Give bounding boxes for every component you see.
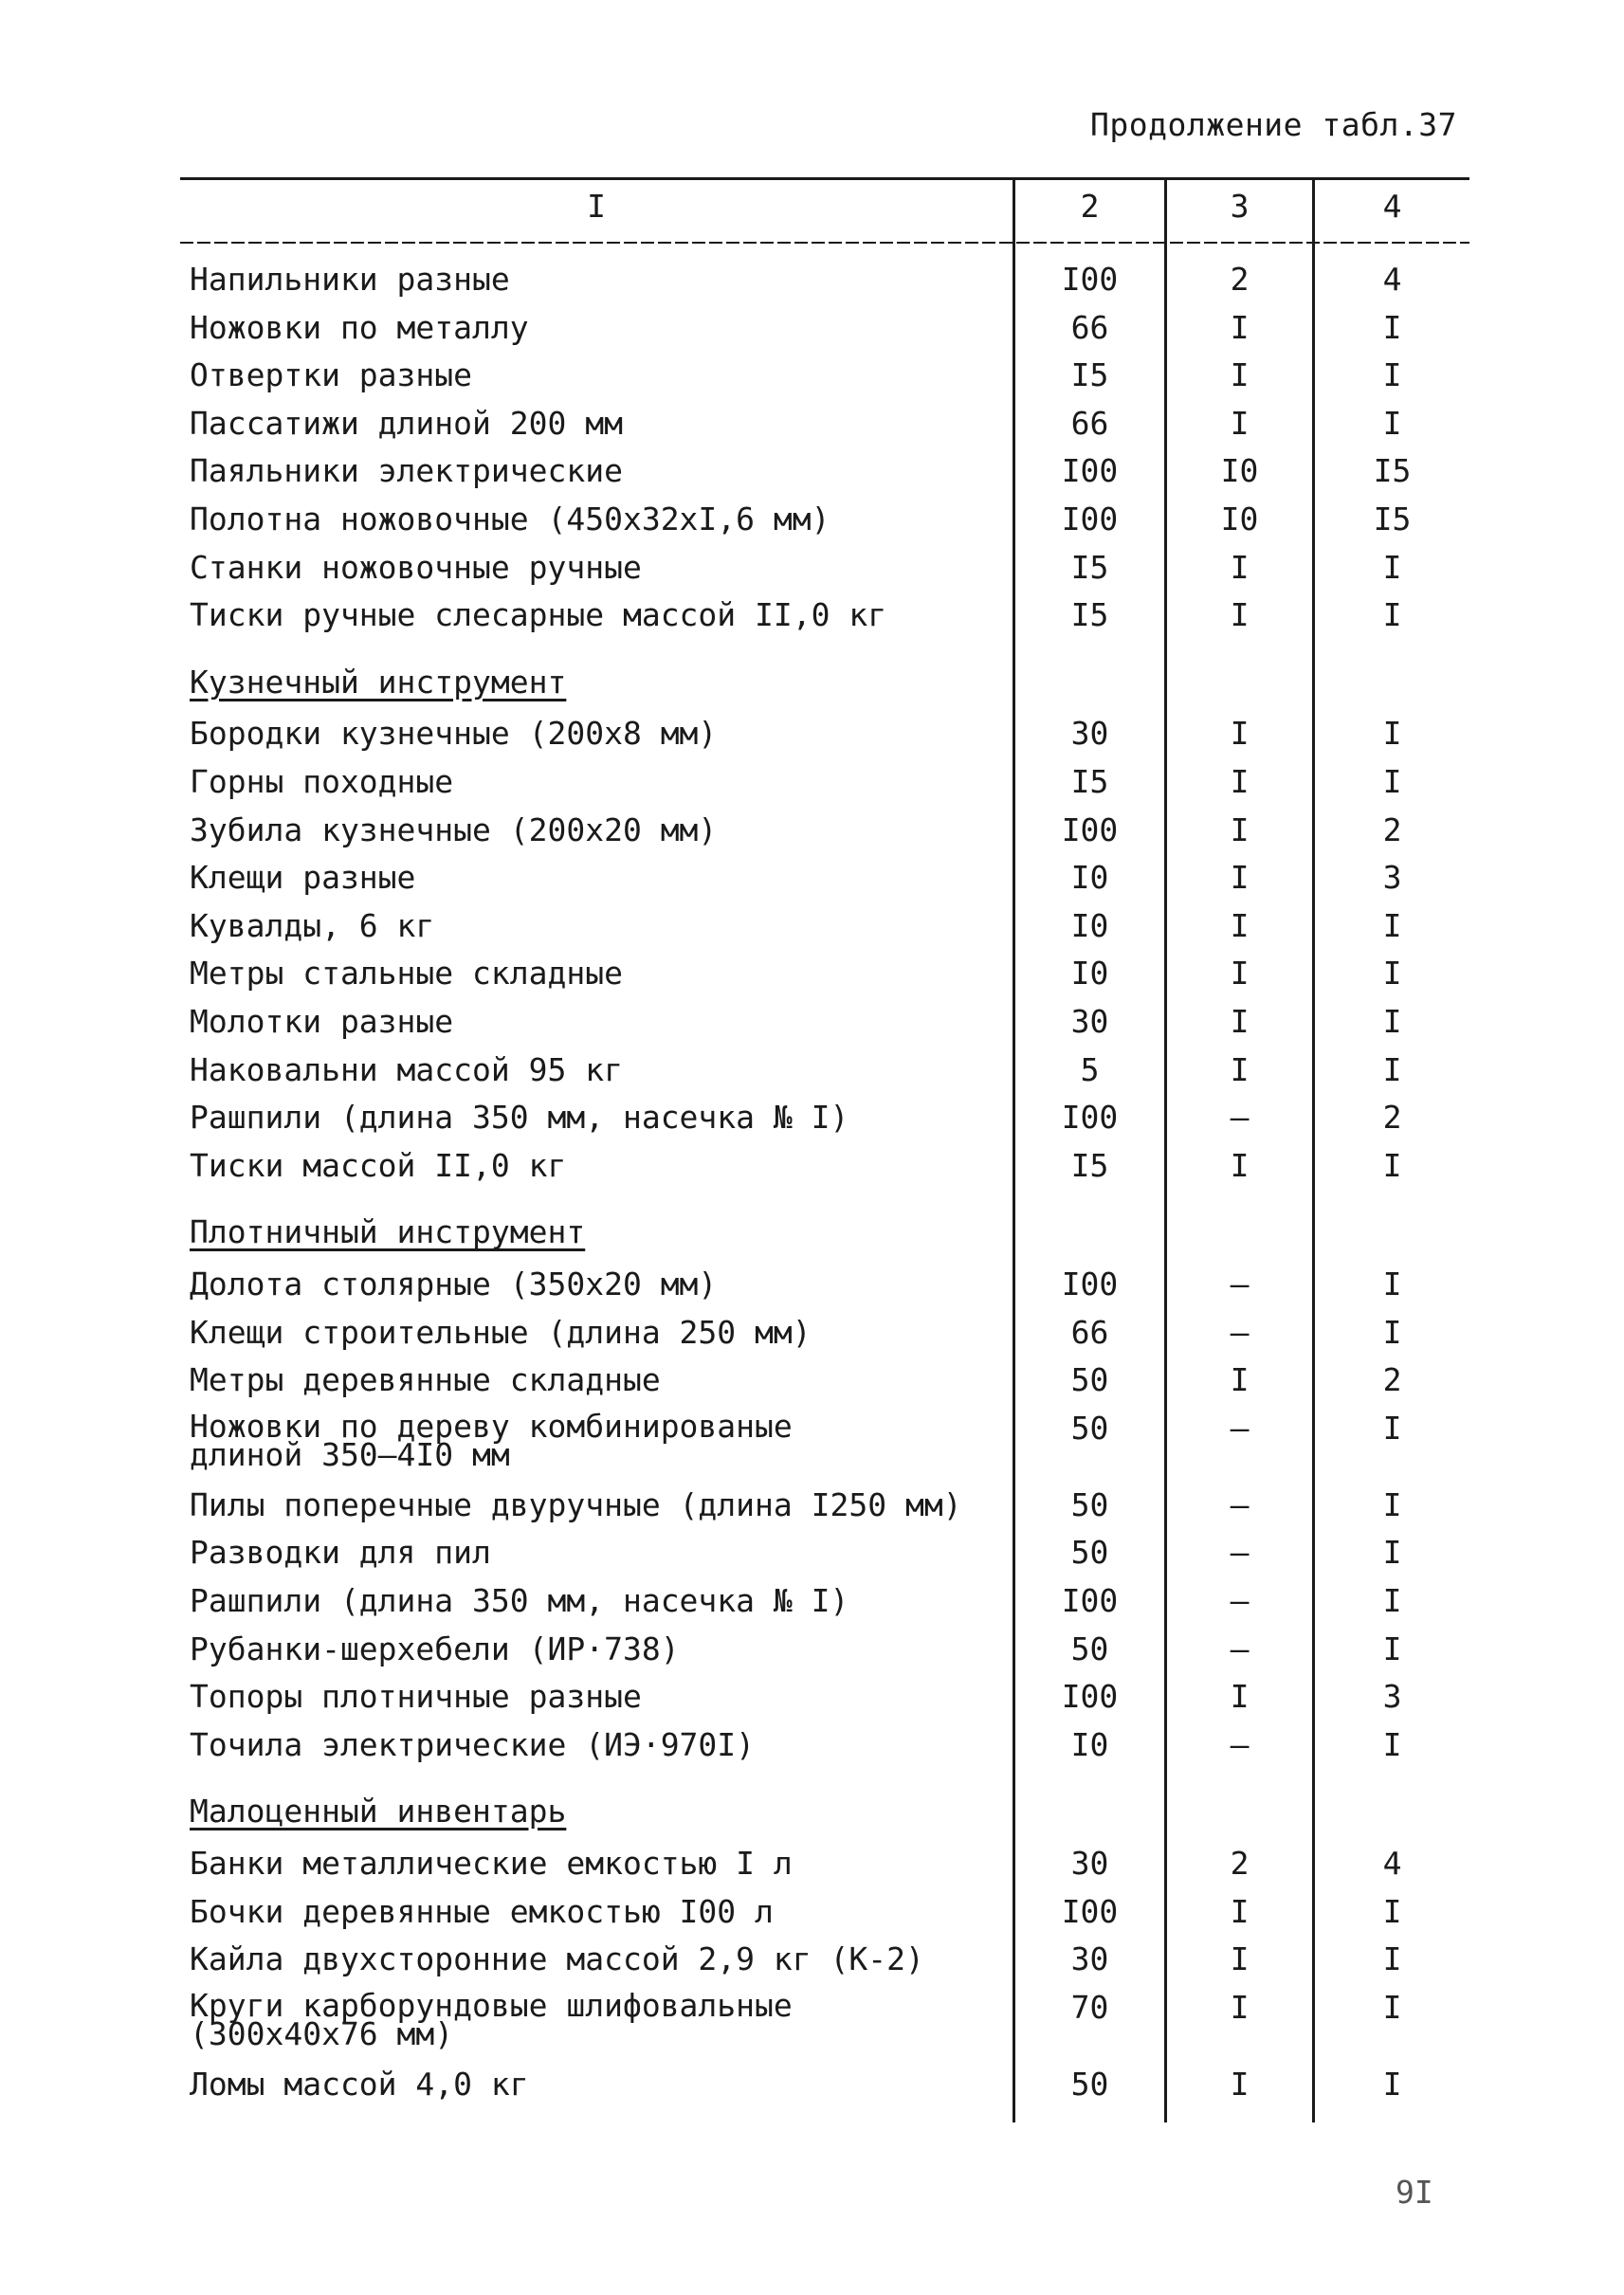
section-title: Кузнечный инструмент	[190, 663, 567, 701]
value-col-3: 2	[1230, 261, 1250, 298]
value-col-4: 3	[1382, 1678, 1402, 1716]
value-col-3: I	[1230, 811, 1250, 848]
value-col-3: I0	[1220, 452, 1259, 490]
value-col-2: I00	[1061, 1099, 1119, 1137]
value-col-4: I	[1382, 763, 1402, 800]
value-col-2: I5	[1070, 596, 1109, 634]
value-col-3: I	[1230, 1146, 1250, 1184]
value-col-3: I	[1230, 1988, 1250, 2026]
value-col-2: 50	[1070, 1409, 1109, 1447]
value-col-2: 66	[1070, 404, 1109, 442]
value-col-2: I5	[1070, 548, 1109, 586]
value-col-3: I	[1230, 1892, 1250, 1930]
value-col-3: I	[1230, 1361, 1250, 1399]
value-col-4: 3	[1382, 859, 1402, 897]
value-col-4: I	[1382, 1485, 1402, 1523]
item-name: Горны походные	[190, 763, 454, 800]
value-col-2: 30	[1070, 1844, 1109, 1882]
value-col-4: I	[1382, 356, 1402, 394]
value-col-2: 30	[1070, 1940, 1109, 1978]
value-col-3: I	[1230, 1003, 1250, 1040]
value-col-4: I	[1382, 1892, 1402, 1930]
value-col-4: I5	[1373, 452, 1412, 490]
value-col-2: 70	[1070, 1988, 1109, 2026]
value-col-3: I	[1230, 906, 1250, 944]
value-col-2: 50	[1070, 1630, 1109, 1667]
item-name: Напильники разные	[190, 261, 510, 298]
value-col-3: –	[1230, 1313, 1250, 1351]
value-col-2: I00	[1061, 811, 1119, 848]
header-col-3: 3	[1230, 188, 1250, 225]
value-col-3: –	[1230, 1581, 1250, 1619]
value-col-2: I00	[1061, 501, 1119, 537]
item-name: Ножовки по металлу	[190, 308, 529, 346]
value-col-4: I	[1382, 1725, 1402, 1763]
value-col-2: I00	[1061, 1678, 1119, 1716]
value-col-4: 2	[1382, 1361, 1402, 1399]
item-name: Клещи разные	[190, 859, 416, 897]
item-name: Ножовки по дереву комбинированые длиной 350–4I0 мм	[190, 1407, 793, 1473]
value-col-2: I00	[1061, 1892, 1119, 1930]
value-col-4: I	[1382, 1409, 1402, 1447]
value-col-3: I	[1230, 763, 1250, 800]
header-col-2: 2	[1080, 188, 1100, 225]
item-name: Бочки деревянные емкостью I00 л	[190, 1892, 774, 1930]
value-col-4: I	[1382, 1003, 1402, 1040]
item-name: Бородки кузнечные (200x8 мм)	[190, 715, 718, 753]
value-col-3: –	[1230, 1725, 1250, 1763]
table-top-rule	[180, 177, 1469, 180]
value-col-2: I00	[1061, 261, 1119, 298]
value-col-2: I5	[1070, 356, 1109, 394]
value-col-2: 30	[1070, 1003, 1109, 1040]
value-col-4: I	[1382, 1940, 1402, 1978]
value-col-4: I5	[1373, 501, 1412, 537]
value-col-3: I0	[1220, 501, 1259, 537]
value-col-4: I	[1382, 1534, 1402, 1572]
value-col-4: I	[1382, 404, 1402, 442]
value-col-4: I	[1382, 715, 1402, 753]
value-col-3: –	[1230, 1485, 1250, 1523]
value-col-3: I	[1230, 548, 1250, 586]
value-col-4: I	[1382, 548, 1402, 586]
item-name: Метры деревянные складные	[190, 1361, 661, 1399]
value-col-2: I5	[1070, 1146, 1109, 1184]
value-col-4: I	[1382, 1988, 1402, 2026]
value-col-2: 50	[1070, 1534, 1109, 1572]
item-name: Наковальни массой 95 кг	[190, 1050, 623, 1088]
page-number: 9I	[1396, 2174, 1433, 2211]
value-col-4: 4	[1382, 1844, 1402, 1882]
value-col-4: 2	[1382, 1099, 1402, 1137]
value-col-2: I0	[1070, 906, 1109, 944]
value-col-3: I	[1230, 1050, 1250, 1088]
value-col-3: I	[1230, 715, 1250, 753]
value-col-2: I5	[1070, 763, 1109, 800]
header-col-4: 4	[1382, 188, 1402, 225]
item-name: Рашпили (длина 350 мм, насечка № I)	[190, 1099, 849, 1137]
item-name: Круги карборундовые шлифовальные (300x40x76 мм)	[190, 1986, 793, 2052]
section-title: Малоценный инвентарь	[190, 1793, 567, 1831]
value-col-2: 66	[1070, 308, 1109, 346]
value-col-3: –	[1230, 1266, 1250, 1302]
value-col-2: 30	[1070, 715, 1109, 753]
item-name: Паяльники электрические	[190, 452, 623, 490]
item-name: Тиски ручные слесарные массой II,0 кг	[190, 596, 887, 634]
value-col-4: I	[1382, 1146, 1402, 1184]
value-col-4: I	[1382, 1581, 1402, 1619]
item-name: Долота столярные (350x20 мм)	[190, 1266, 718, 1302]
item-name: Рубанки-шерхебели (ИР·738)	[190, 1630, 680, 1667]
value-col-4: I	[1382, 906, 1402, 944]
section-title: Плотничный инструмент	[190, 1213, 586, 1251]
item-name: Разводки для пил	[190, 1534, 491, 1572]
value-col-4: I	[1382, 596, 1402, 634]
item-name: Тиски массой II,0 кг	[190, 1146, 567, 1184]
value-col-3: I	[1230, 1678, 1250, 1716]
item-name: Кувалды, 6 кг	[190, 906, 435, 944]
value-col-3: –	[1230, 1534, 1250, 1572]
value-col-2: 50	[1070, 1361, 1109, 1399]
value-col-3: –	[1230, 1099, 1250, 1137]
value-col-4: 2	[1382, 811, 1402, 848]
header-col-1: I	[587, 188, 606, 225]
value-col-4: I	[1382, 1630, 1402, 1667]
value-col-2: 5	[1080, 1050, 1100, 1088]
value-col-2: 50	[1070, 2065, 1109, 2103]
value-col-4: I	[1382, 1313, 1402, 1351]
value-col-4: I	[1382, 1050, 1402, 1088]
value-col-2: I0	[1070, 859, 1109, 897]
value-col-3: I	[1230, 859, 1250, 897]
value-col-3: I	[1230, 596, 1250, 634]
value-col-3: I	[1230, 404, 1250, 442]
item-name: Рашпили (длина 350 мм, насечка № I)	[190, 1581, 849, 1619]
value-col-2: I0	[1070, 955, 1109, 993]
value-col-3: 2	[1230, 1844, 1250, 1882]
item-name: Полотна ножовочные (450x32xI,6 мм)	[190, 501, 830, 537]
value-col-3: I	[1230, 1940, 1250, 1978]
item-name: Банки металлические емкостью I л	[190, 1844, 793, 1882]
value-col-3: I	[1230, 955, 1250, 993]
value-col-3: I	[1230, 308, 1250, 346]
item-name: Молотки разные	[190, 1003, 454, 1040]
value-col-2: 50	[1070, 1485, 1109, 1523]
value-col-3: –	[1230, 1630, 1250, 1667]
value-col-4: I	[1382, 2065, 1402, 2103]
value-col-4: I	[1382, 1266, 1402, 1302]
item-name: Пассатижи длиной 200 мм	[190, 404, 623, 442]
item-name: Кайла двухсторонние массой 2,9 кг (К-2)	[190, 1940, 924, 1978]
item-name: Ломы массой 4,0 кг	[190, 2065, 529, 2103]
item-name: Клещи строительные (длина 250 мм)	[190, 1313, 812, 1351]
item-name: Метры стальные складные	[190, 955, 623, 993]
value-col-4: 4	[1382, 261, 1402, 298]
item-name: Отвертки разные	[190, 356, 473, 394]
value-col-3: I	[1230, 356, 1250, 394]
item-name: Топоры плотничные разные	[190, 1678, 642, 1716]
item-name: Точила электрические (ИЭ·970I)	[190, 1725, 756, 1763]
value-col-2: I00	[1061, 1581, 1119, 1619]
item-name: Пилы поперечные двуручные (длина I250 мм)	[190, 1485, 962, 1523]
value-col-2: I0	[1070, 1725, 1109, 1763]
value-col-4: I	[1382, 308, 1402, 346]
item-name: Станки ножовочные ручные	[190, 548, 642, 586]
item-name: Зубила кузнечные (200x20 мм)	[190, 811, 718, 848]
value-col-3: –	[1230, 1409, 1250, 1447]
value-col-2: I00	[1061, 1266, 1119, 1302]
value-col-3: I	[1230, 2065, 1250, 2103]
value-col-4: I	[1382, 955, 1402, 993]
table-caption: Продолжение табл.37	[1090, 106, 1457, 143]
value-col-2: 66	[1070, 1313, 1109, 1351]
value-col-2: I00	[1061, 452, 1119, 490]
table-header-rule	[180, 242, 1469, 244]
